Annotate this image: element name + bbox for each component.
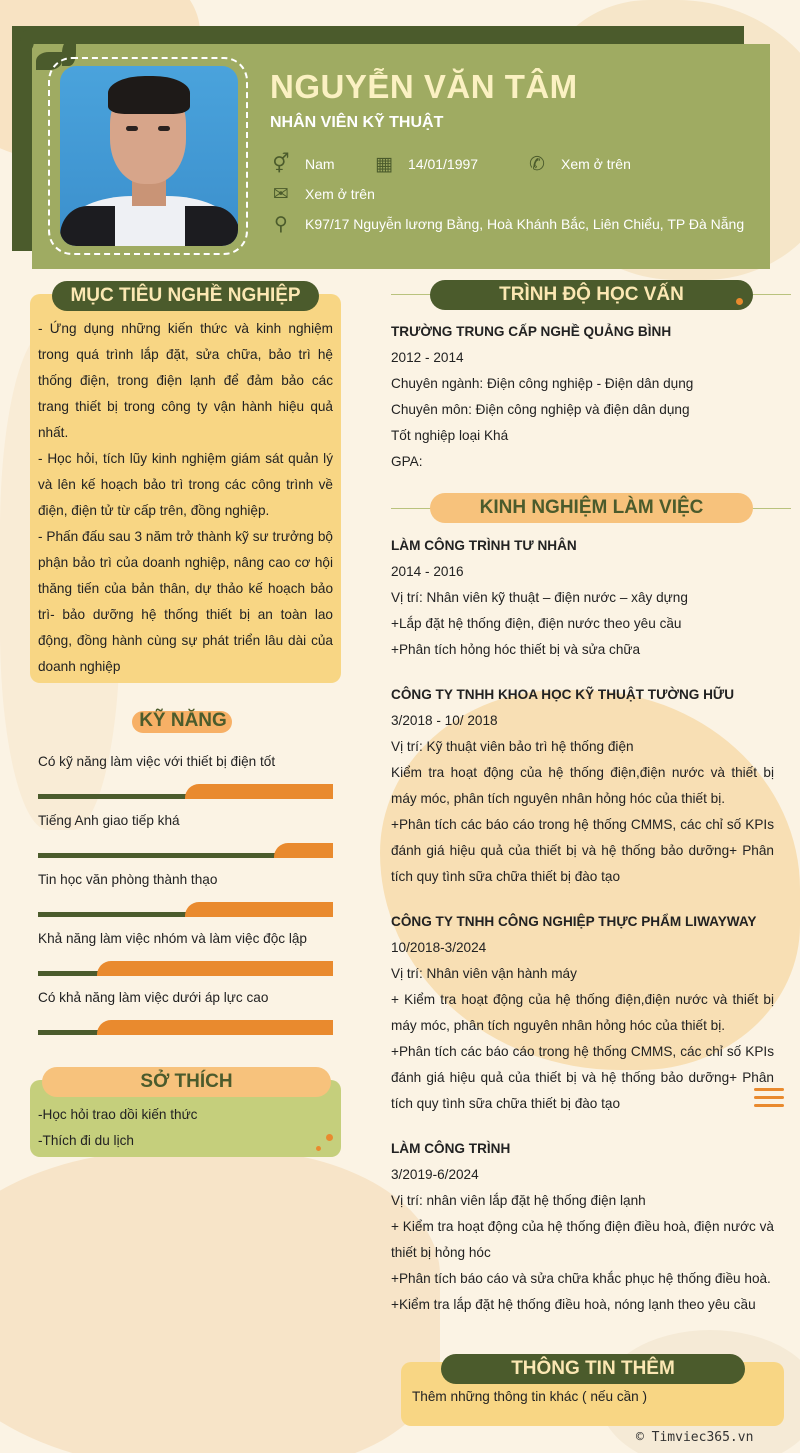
footer-watermark: © Timviec365.vn <box>636 1430 754 1445</box>
company-name: CÔNG TY TNHH CÔNG NGHIỆP THỰC PHẨM LIWAYWAY <box>391 914 757 929</box>
job-detail: +Phân tích báo cáo và sửa chữa khắc phục hệ thống điều hoà. <box>391 1271 771 1286</box>
objective-paragraph: - Học hỏi, tích lũy kinh nghiệm giám sát quản lý và lên kế hoạch bảo trì trong các công trình về điện, điện tử từ cấp trên, đồng nghiệp. <box>38 451 333 518</box>
skill-item <box>38 872 333 920</box>
job-position: Vị trí: Kỹ thuật viên bảo trì hệ thống điện <box>391 739 634 754</box>
objective-text <box>38 316 333 680</box>
hobbies-title: SỞ THÍCH <box>42 1067 331 1097</box>
skill-label: Có khả năng làm việc dưới áp lực cao <box>38 990 269 1005</box>
gender-info <box>271 154 335 174</box>
skills-title: KỸ NĂNG <box>136 706 230 736</box>
calendar-icon: ▦ <box>375 153 393 175</box>
job-period: 3/2018 - 10/ 2018 <box>391 713 498 728</box>
phone-value: Xem ở trên <box>561 156 631 172</box>
skill-item <box>38 754 333 802</box>
job-detail: +Kiểm tra lắp đặt hệ thống điều hoà, nóng lạnh theo yêu cầu <box>391 1297 756 1312</box>
skill-bar <box>38 961 333 979</box>
skill-item <box>38 813 333 861</box>
education-period: 2012 - 2014 <box>391 350 464 365</box>
job-entry <box>391 1136 774 1318</box>
job-period: 3/2019-6/2024 <box>391 1167 479 1182</box>
candidate-name: NGUYỄN VĂN TÂM <box>270 68 578 105</box>
birthday-value: 14/01/1997 <box>408 156 479 172</box>
education-specialty: Chuyên môn: Điện công nghiệp và điện dân dụng <box>391 402 690 417</box>
job-period: 2014 - 2016 <box>391 564 464 579</box>
objective-paragraph: - Phấn đấu sau 3 năm trở thành kỹ sư trưởng bộ phận bảo trì của doanh nghiệp, nâng cao cơ hội thăng tiến của bản thân, dự thảo kế hoạch bảo trì- bảo dưỡng hệ thống thiết bị an toàn lao động, đồng hành cùng sự phát triển lâu dài của doanh nghiệp <box>38 529 333 674</box>
job-detail: +Lắp đặt hệ thống điện, điện nước theo yêu cầu <box>391 616 682 631</box>
experience-title: KINH NGHIỆM LÀM VIỆC <box>430 493 753 523</box>
education-gpa: GPA: <box>391 454 423 469</box>
hobbies-list <box>38 1102 197 1154</box>
job-detail: Kiểm tra hoạt động của hệ thống điện,điện nước và thiết bị máy móc, phân tích nguyên nhân hỏng hóc của thiết bị. <box>391 765 774 806</box>
skill-label: Tiếng Anh giao tiếp khá <box>38 813 180 828</box>
job-entry <box>391 909 774 1117</box>
job-detail: +Phân tích các báo cáo trong hệ thống CMMS, các chỉ số KPIs đánh giá hiệu quả của thiết bị và hệ thống bảo dưỡng+ Phân tích quy tình sữa chữa thiết bị đào tạo <box>391 817 774 884</box>
phone-icon: ✆ <box>529 153 545 175</box>
phone-info <box>527 154 631 174</box>
email-value: Xem ở trên <box>305 186 375 202</box>
location-pin-icon: ⚲ <box>274 213 288 235</box>
dash-decoration <box>754 1088 784 1091</box>
address-value: K97/17 Nguyễn lương Bằng, Hoà Khánh Bắc, Liên Chiểu, TP Đà Nẵng <box>305 216 745 232</box>
job-detail: + Kiểm tra hoạt động của hệ thống điện,điện nước và thiết bị máy móc, phân tích nguyên nhân hỏng hóc của thiết bị. <box>391 992 774 1033</box>
education-major: Chuyên ngành: Điện công nghiệp - Điện dân dụng <box>391 376 694 391</box>
dash-decoration <box>754 1096 784 1099</box>
education-section <box>391 319 774 475</box>
dot-decoration <box>736 298 743 305</box>
dot-decoration <box>316 1146 321 1151</box>
job-detail: +Phân tích các báo cáo trong hệ thống CMMS, các chỉ số KPIs đánh giá hiệu quả của thiết bị và hệ thống bảo dưỡng+ Phân tích quy tình sữa chữa thiết bị đào tạo <box>391 1044 774 1111</box>
school-name: TRƯỜNG TRUNG CẤP NGHỀ QUẢNG BÌNH <box>391 324 672 339</box>
leaf-decoration <box>20 30 34 52</box>
experience-section <box>391 533 774 1318</box>
education-title: TRÌNH ĐỘ HỌC VẤN <box>430 280 753 310</box>
skill-item <box>38 990 333 1038</box>
skill-item <box>38 931 333 979</box>
dot-decoration <box>326 1134 333 1141</box>
education-grade: Tốt nghiệp loại Khá <box>391 428 509 443</box>
company-name: LÀM CÔNG TRÌNH TƯ NHÂN <box>391 538 577 553</box>
job-position: Vị trí: Nhân viên vận hành máy <box>391 966 577 981</box>
job-period: 10/2018-3/2024 <box>391 940 487 955</box>
objective-paragraph: - Ứng dụng những kiến thức và kinh nghiệm trong quá trình lắp đặt, sửa chữa, bảo trì hệ thống điện, trong điện lạnh để đảm bảo các trang thiết bị trong công ty vận hành hiệu quả nhất. <box>38 321 333 440</box>
job-entry <box>391 682 774 890</box>
dash-decoration <box>754 1104 784 1107</box>
birthday-info <box>374 154 478 174</box>
gender-value: Nam <box>305 156 335 172</box>
objective-title: MỤC TIÊU NGHỀ NGHIỆP <box>52 281 319 311</box>
address-info <box>271 214 744 234</box>
skill-bar <box>38 1020 333 1038</box>
skill-bar <box>38 784 333 802</box>
job-position: Vị trí: nhân viên lắp đặt hệ thống điện lạnh <box>391 1193 646 1208</box>
skill-bar <box>38 902 333 920</box>
skill-label: Có kỹ năng làm việc với thiết bị điện tốt <box>38 754 276 769</box>
email-info <box>271 184 375 204</box>
hobby-item: -Thích đi du lịch <box>38 1133 134 1148</box>
hobby-item: -Học hỏi trao dồi kiến thức <box>38 1107 198 1122</box>
skill-bar <box>38 843 333 861</box>
company-name: LÀM CÔNG TRÌNH <box>391 1141 511 1156</box>
job-position: Vị trí: Nhân viên kỹ thuật – điện nước – xây dựng <box>391 590 688 605</box>
additional-text: Thêm những thông tin khác ( nếu cần ) <box>412 1389 648 1404</box>
additional-title: THÔNG TIN THÊM <box>441 1354 745 1384</box>
mail-icon: ✉ <box>273 183 289 205</box>
gender-icon: ⚥ <box>272 153 290 175</box>
candidate-title: NHÂN VIÊN KỸ THUẬT <box>270 114 444 131</box>
background-blob <box>0 1150 440 1453</box>
job-detail: + Kiểm tra hoạt động của hệ thống điện điều hoà, điện nước và thiết bị hỏng hóc <box>391 1219 774 1260</box>
skill-label: Khả năng làm việc nhóm và làm việc độc lập <box>38 931 307 946</box>
job-detail: +Phân tích hỏng hóc thiết bị và sửa chữa <box>391 642 641 657</box>
photo-frame <box>48 57 248 255</box>
company-name: CÔNG TY TNHH KHOA HỌC KỸ THUẬT TƯỜNG HỮU <box>391 687 735 702</box>
skill-label: Tin học văn phòng thành thạo <box>38 872 218 887</box>
job-entry <box>391 533 774 663</box>
